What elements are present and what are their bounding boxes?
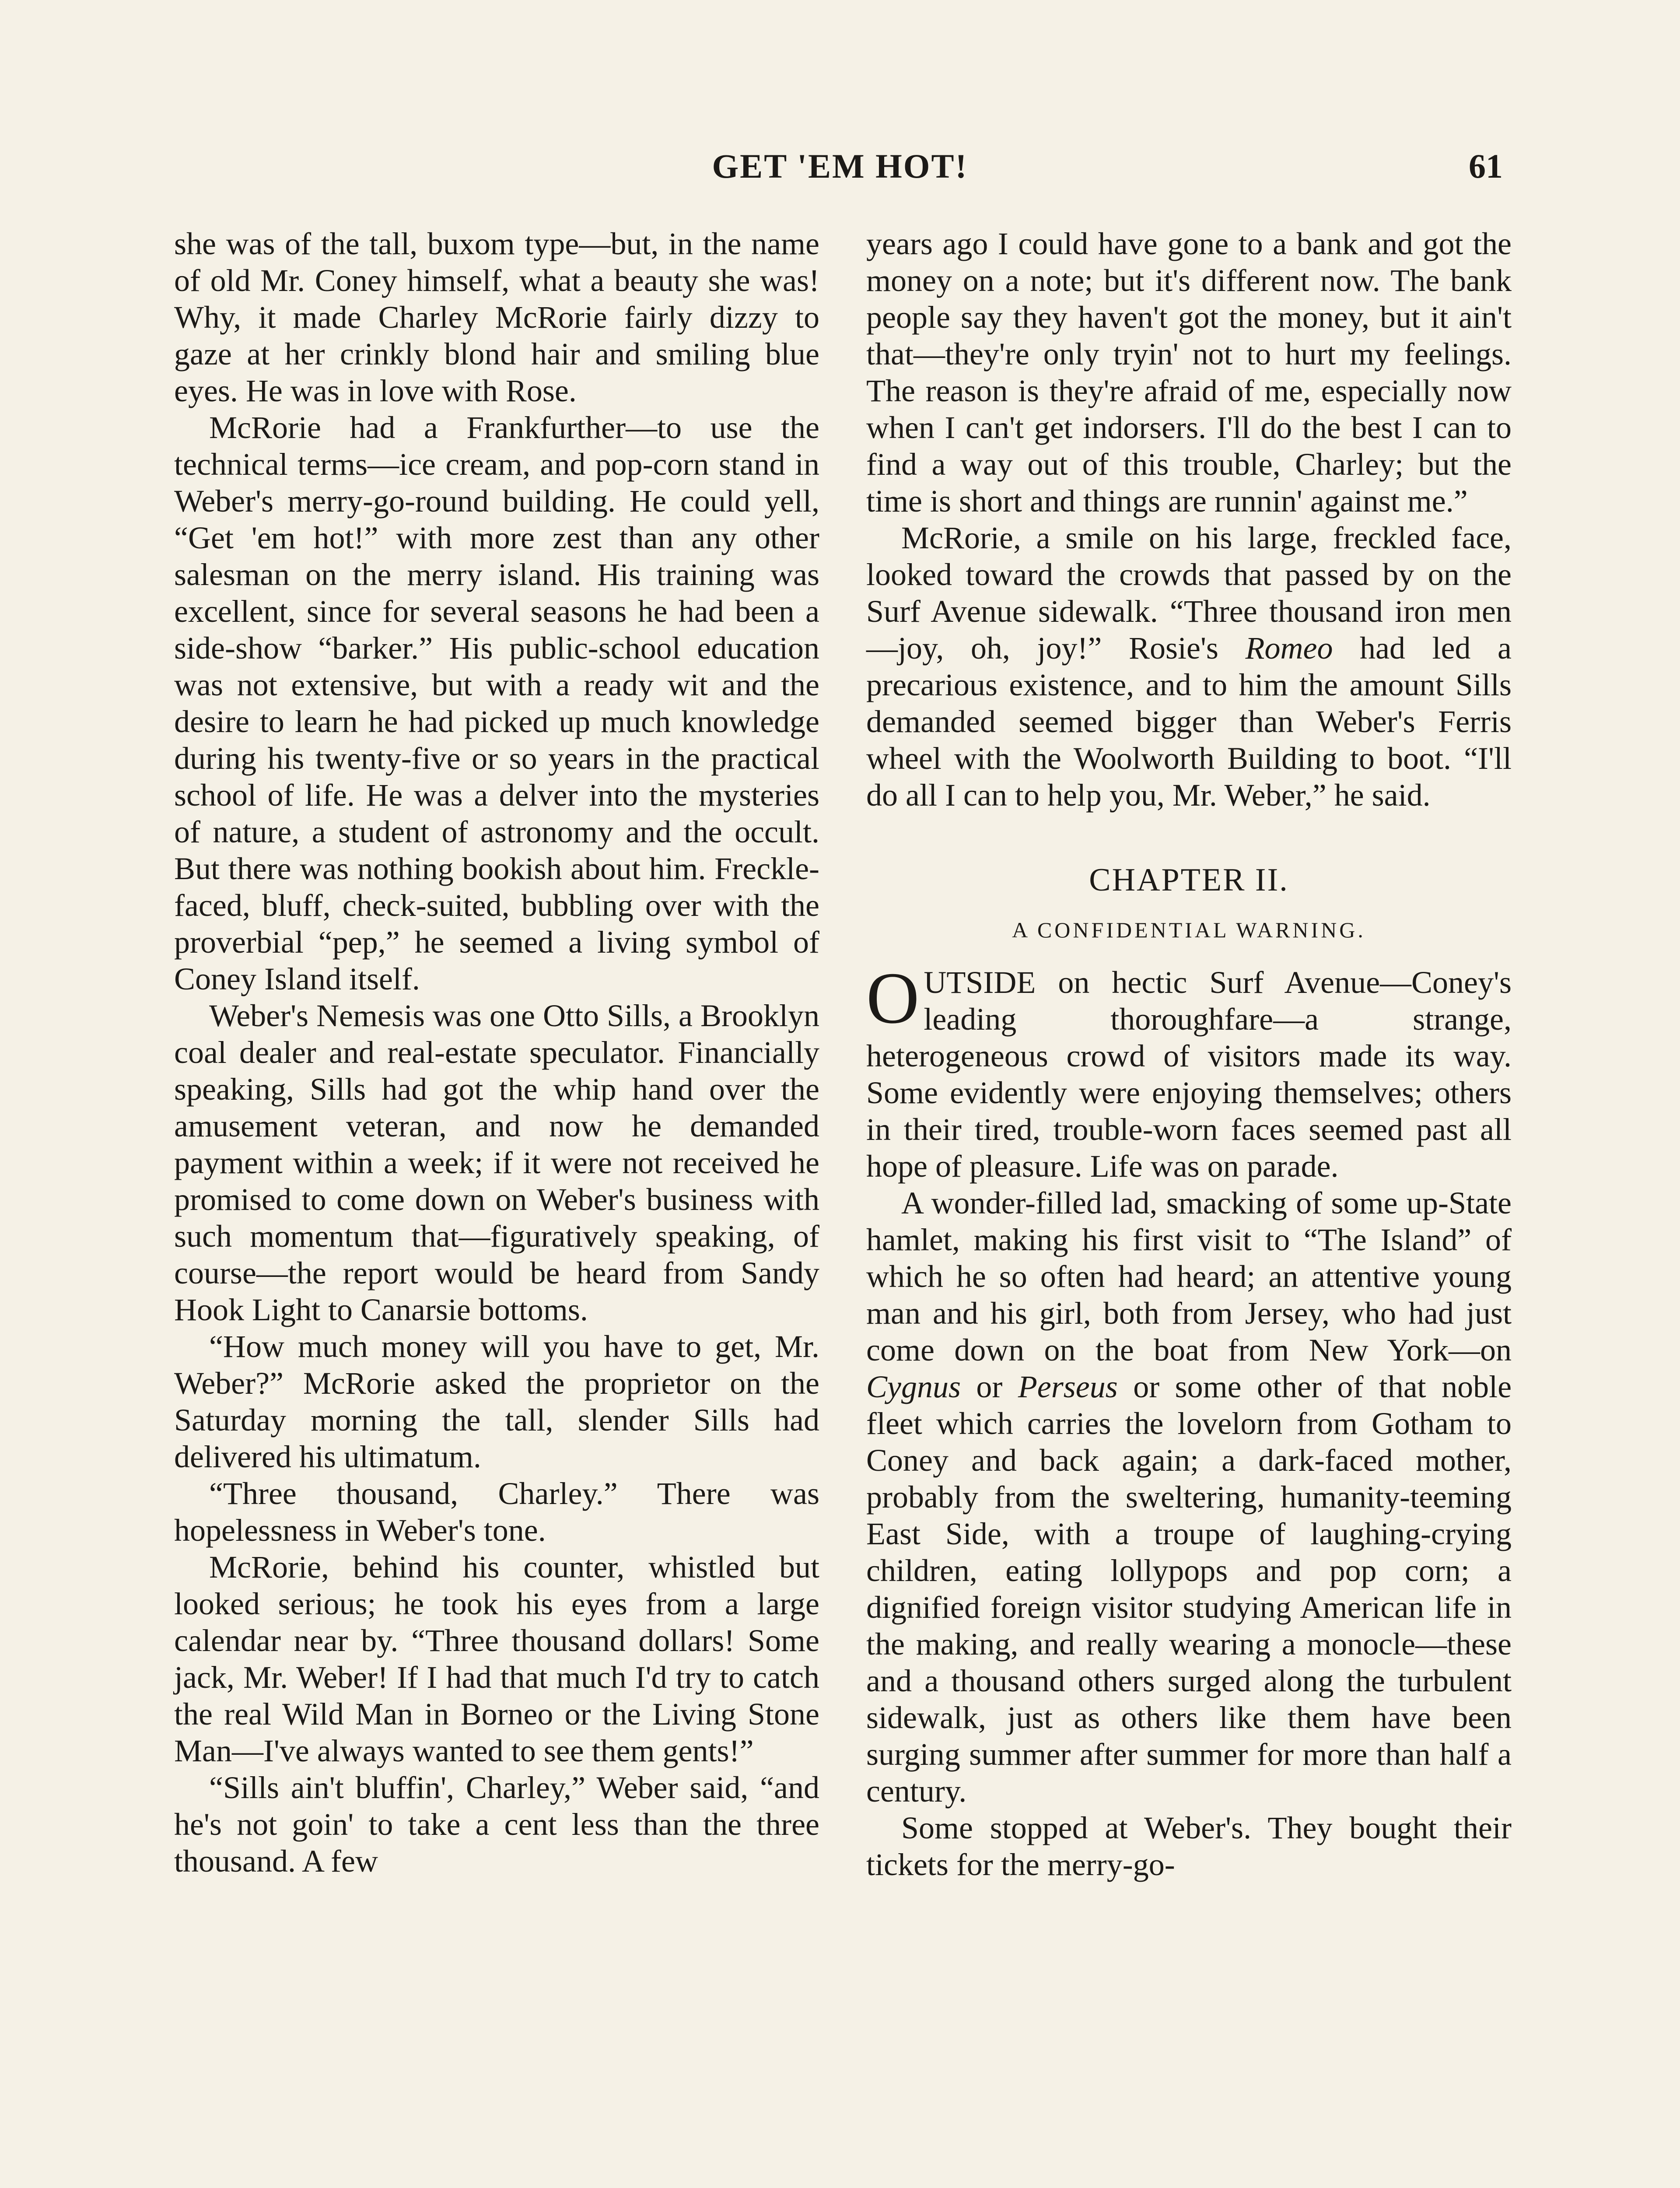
- paragraph-text: McRorie, a smile on his large, freckled face, looked toward the crowds that passed by on the Surf Avenue sidewalk. “Three thousand iron men—joy, oh, joy!” Rosie's: [866, 520, 1512, 666]
- running-title: GET 'EM HOT!: [712, 147, 968, 185]
- paragraph: [866, 957, 1512, 1185]
- paragraph-text: UTSIDE on hectic Surf Avenue—Coney's leading thoroughfare—a strange, heterogeneous crowd of visitors made its way. Some evidently were enjoying themselves; others in their tired, trouble-worn faces seemed past all hope of pleasure. Life was on parade.: [866, 965, 1512, 1184]
- paragraph: “Sills ain't bluffin', Charley,” Weber said, “and he's not goin' to take a cent less than the three thousand. A few: [174, 1770, 819, 1879]
- paragraph: she was of the tall, buxom type—but, in the name of old Mr. Coney himself, what a beauty she was! Why, it made Charley McRorie fairly dizzy to gaze at her crinkly blond hair and smiling blue eyes. He was in love with Rose.: [174, 226, 819, 408]
- paragraph: McRorie had a Frankfurther—to use the technical terms—ice cream, and pop-corn stand in Weber's merry-go-round building. He could yell, “Get 'em hot!” with more zest than any other salesman on the merry island. His training was excellent, since for several seasons he had been a side-show “barker.” His public-school education was not extensive, but with a ready wit and the desire to learn he had picked up much knowledge during his twenty-five or so years in the practical school of life. He was a delver into the mysteries of nature, a student of astronomy and the occult. But there was nothing bookish about him. Freckle-faced, bluff, check-suited, bubbling over with the proverbial “pep,” he seemed a living symbol of Coney Island itself.: [174, 410, 819, 996]
- drop-cap: O: [866, 957, 920, 1039]
- paragraph: Some stopped at Weber's. They bought their tickets for the merry-go-: [866, 1810, 1512, 1882]
- paragraph: “Three thousand, Charley.” There was hopelessness in Weber's tone.: [174, 1476, 819, 1548]
- italic-word-romeo: Romeo: [1245, 631, 1333, 666]
- paragraph-text: or: [976, 1369, 1003, 1404]
- paragraph-text: or some other of that noble fleet which carries the lovelorn from Gotham to Coney and back again; a dark-faced mother, probably from the sweltering, humanity-teeming East Side, with a troupe of laughing-crying children, eating lollypops and pop corn; a dignified foreign visitor studying American life in the making, and really wearing a monocle—these and a thousand others surged along the turbulent sidewalk, just as others like them have been surging summer after summer for more than half a century.: [866, 1369, 1512, 1809]
- chapter-title: CHAPTER II.: [1089, 862, 1289, 898]
- ship-name: Perseus: [1018, 1369, 1118, 1404]
- paragraph: “How much money will you have to get, Mr. Weber?” McRorie asked the proprietor on the Saturday morning the tall, slender Sills had delivered his ultimatum.: [174, 1329, 819, 1474]
- paragraph-text: had led a precarious existence, and to him the amount Sills demanded seemed bigger than Weber's Ferris wheel with the Woolworth Building to boot. “I'll do all I can to help you, Mr. Weber,” he said.: [866, 631, 1512, 813]
- paragraph: [866, 1185, 1512, 1809]
- right-column: [866, 225, 1512, 1883]
- paragraph-text: A wonder-filled lad, smacking of some up-State hamlet, making his first visit to “The Island” of which he so often had heard; an attentive young man and his girl, both from Jersey, who had just come down on the boat from New York—on: [866, 1185, 1512, 1368]
- paragraph: years ago I could have gone to a bank and got the money on a note; but it's different now. The bank people say they haven't got the money, but it ain't that—they're only tryin' not to hurt my feelings. The reason is they're afraid of me, especially now when I can't get indorsers. I'll do the best I can to find a way out of this trouble, Charley; but the time is short and things are runnin' against me.”: [866, 226, 1512, 519]
- ship-name: Cygnus: [866, 1369, 961, 1404]
- paragraph: [866, 519, 1512, 813]
- paragraph: McRorie, behind his counter, whistled but looked serious; he took his eyes from a large calendar near by. “Three thousand dollars! Some jack, Mr. Weber! If I had that much I'd try to catch the real Wild Man in Borneo or the Living Stone Man—I've always wanted to see them gents!”: [174, 1550, 819, 1768]
- page-number: 61: [1469, 147, 1503, 185]
- paragraph: Weber's Nemesis was one Otto Sills, a Brooklyn coal dealer and real-estate speculator. Financially speaking, Sills had got the whip hand over the amusement veteran, and now he demanded payment within a week; if it were not received he promised to come down on Weber's business with such momentum that—figuratively speaking, of course—the report would be heard from Sandy Hook Light to Canarsie bottoms.: [174, 998, 819, 1327]
- chapter-subtitle: A CONFIDENTIAL WARNING.: [1012, 918, 1366, 942]
- left-column: [174, 225, 819, 1879]
